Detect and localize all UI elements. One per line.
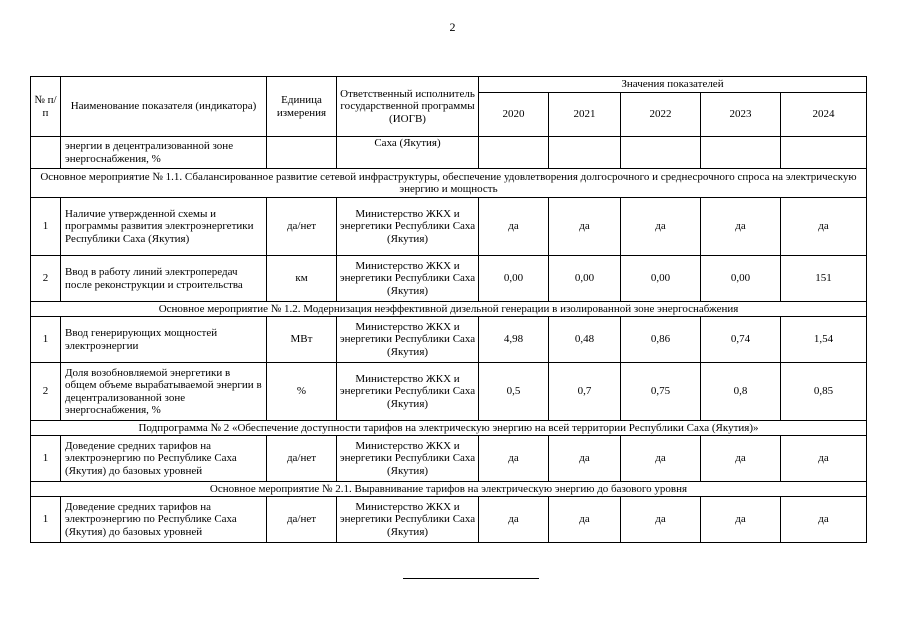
page-number: 2 [449, 20, 456, 34]
header-executor: Ответственный исполнитель государственной программы (ИОГВ) [337, 77, 479, 137]
unit: км [267, 256, 337, 302]
section-row [31, 169, 867, 198]
section-row [31, 302, 867, 317]
unit [267, 137, 337, 169]
indicator-name: Ввод генерирующих мощностей электроэнергии [61, 317, 267, 363]
value-2022: 0,75 [621, 363, 701, 421]
value-2023: да [701, 497, 781, 543]
header-name: Наименование показателя (индикатора) [61, 77, 267, 137]
value-2024: да [781, 436, 867, 482]
value-2021 [549, 137, 621, 169]
value-2023: 0,74 [701, 317, 781, 363]
header-values-title: Значения показателей [479, 77, 867, 93]
value-2020: да [479, 436, 549, 482]
value-2022: 0,00 [621, 256, 701, 302]
value-2024: 1,54 [781, 317, 867, 363]
executor: Министерство ЖКХ и энергетики Республики Саха (Якутия) [337, 436, 479, 482]
value-2023: 0,00 [701, 256, 781, 302]
header-year: 2023 [701, 93, 781, 137]
executor: Министерство ЖКХ и энергетики Республики Саха (Якутия) [337, 317, 479, 363]
header-num: № п/п [31, 77, 61, 137]
section-title: Основное мероприятие № 1.2. Модернизация неэффективной дизельной генерации в изолированной зоне энергоснабжения [31, 302, 867, 317]
value-2021: 0,7 [549, 363, 621, 421]
table-row [31, 363, 867, 421]
section-title: Подпрограмма № 2 «Обеспечение доступности тарифов на электрическую энергию на всей территории Республики Саха (Якутия)» [31, 421, 867, 436]
row-num: 1 [31, 317, 61, 363]
row-num [31, 137, 61, 169]
table-row [31, 436, 867, 482]
indicator-name: Доведение средних тарифов на электроэнергию по Республике Саха (Якутия) до базовых уровней [61, 436, 267, 482]
value-2024 [781, 137, 867, 169]
table-row [31, 256, 867, 302]
value-2022 [621, 137, 701, 169]
executor: Саха (Якутия) [337, 137, 479, 169]
value-2024: 151 [781, 256, 867, 302]
table-header [31, 77, 867, 137]
unit: % [267, 363, 337, 421]
value-2021: да [549, 436, 621, 482]
value-2020 [479, 137, 549, 169]
value-2022: да [621, 436, 701, 482]
value-2021: 0,48 [549, 317, 621, 363]
header-year: 2022 [621, 93, 701, 137]
value-2024: да [781, 497, 867, 543]
value-2020: 0,00 [479, 256, 549, 302]
unit: да/нет [267, 198, 337, 256]
value-2022: да [621, 497, 701, 543]
unit: МВт [267, 317, 337, 363]
footnote-divider [403, 578, 539, 579]
section-title: Основное мероприятие № 2.1. Выравнивание тарифов на электрическую энергию до базового уровня [31, 482, 867, 497]
value-2021: да [549, 497, 621, 543]
unit: да/нет [267, 497, 337, 543]
row-num: 1 [31, 198, 61, 256]
unit: да/нет [267, 436, 337, 482]
section-row [31, 482, 867, 497]
row-num: 2 [31, 256, 61, 302]
indicator-name: Наличие утвержденной схемы и программы развития электроэнергетики Республики Саха (Якутия) [61, 198, 267, 256]
value-2021: 0,00 [549, 256, 621, 302]
indicator-name: Ввод в работу линий электропередач после реконструкции и строительства [61, 256, 267, 302]
value-2023: да [701, 198, 781, 256]
indicator-name: энергии в децентрализованной зоне энергоснабжения, % [61, 137, 267, 169]
indicators-table [30, 76, 867, 543]
table-row [31, 497, 867, 543]
header-unit: Единица измерения [267, 77, 337, 137]
value-2023: да [701, 436, 781, 482]
executor: Министерство ЖКХ и энергетики Республики Саха (Якутия) [337, 198, 479, 256]
executor: Министерство ЖКХ и энергетики Республики Саха (Якутия) [337, 256, 479, 302]
value-2024: 0,85 [781, 363, 867, 421]
row-num: 1 [31, 497, 61, 543]
executor: Министерство ЖКХ и энергетики Республики Саха (Якутия) [337, 497, 479, 543]
value-2024: да [781, 198, 867, 256]
value-2020: 4,98 [479, 317, 549, 363]
value-2020: да [479, 497, 549, 543]
executor: Министерство ЖКХ и энергетики Республики Саха (Якутия) [337, 363, 479, 421]
row-num: 1 [31, 436, 61, 482]
value-2023: 0,8 [701, 363, 781, 421]
indicator-name: Доведение средних тарифов на электроэнергию по Республике Саха (Якутия) до базовых уровней [61, 497, 267, 543]
row-num: 2 [31, 363, 61, 421]
value-2020: 0,5 [479, 363, 549, 421]
section-row [31, 421, 867, 436]
value-2022: да [621, 198, 701, 256]
table-row [31, 317, 867, 363]
header-year: 2021 [549, 93, 621, 137]
value-2023 [701, 137, 781, 169]
indicator-name: Доля возобновляемой энергетики в общем объеме вырабатываемой энергии в децентрализованной зоне энергоснабжения, % [61, 363, 267, 421]
section-title: Основное мероприятие № 1.1. Сбалансированное развитие сетевой инфраструктуры, обеспечение удовлетворения долгосрочного и среднесрочного спроса на электрическую энергию и мощность [31, 169, 867, 198]
value-2020: да [479, 198, 549, 256]
value-2022: 0,86 [621, 317, 701, 363]
table-row [31, 198, 867, 256]
header-year: 2020 [479, 93, 549, 137]
value-2021: да [549, 198, 621, 256]
header-year: 2024 [781, 93, 867, 137]
table-row [31, 137, 867, 169]
